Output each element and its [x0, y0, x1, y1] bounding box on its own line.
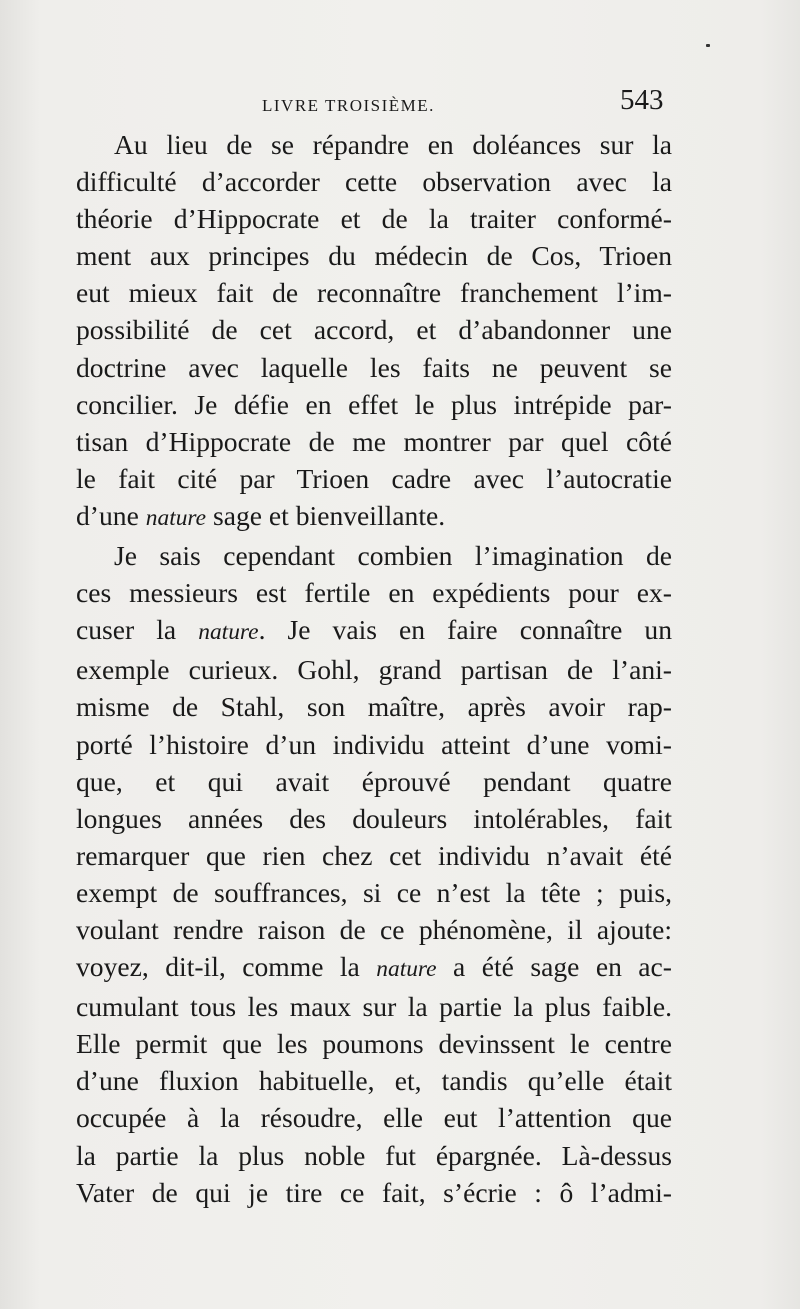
text-line — [76, 911, 672, 948]
text-line-content: cumulant tous les maux sur la partie la plus faible. — [76, 991, 672, 1023]
ink-speck — [706, 44, 710, 47]
text-line — [76, 1137, 672, 1174]
text-line-content: le fait cité par Trioen cadre avec l’autocratie — [76, 462, 672, 494]
page-header — [0, 84, 800, 124]
text-line — [76, 126, 672, 163]
text-line — [76, 948, 672, 988]
text-line — [76, 1099, 672, 1136]
text-line-content: théorie d’Hippocrate et de la traiter conformé- — [76, 203, 672, 235]
text-line — [76, 1174, 672, 1211]
text-line-content: Je sais cependant combien l’imagination de — [114, 540, 672, 572]
text-line-content: exempt de souffrances, si ce n’est la tête ; puis, — [76, 876, 672, 908]
text-line-content: possibilité de cet accord, et d’abandonner une — [76, 314, 672, 346]
text-line-content: doctrine avec laquelle les faits ne peuvent se — [76, 351, 672, 383]
text-line-content: ment aux principes du médecin de Cos, Trioen — [76, 240, 672, 272]
text-line-content: occupée à la résoudre, elle eut l’attention que — [76, 1102, 672, 1134]
text-line-content: misme de Stahl, son maître, après avoir rap- — [76, 691, 672, 723]
text-line-content: . Je vais en faire connaître un — [258, 614, 672, 646]
text-line — [76, 1062, 672, 1099]
text-line-content: porté l’histoire d’un individu atteint d’une vomi- — [76, 728, 672, 760]
italic-word: nature — [198, 619, 259, 646]
text-line-content: que, et qui avait éprouvé pendant quatre — [76, 765, 672, 797]
text-line — [76, 611, 672, 651]
text-line-content: d’une — [76, 499, 146, 531]
running-head: LIVRE TROISIÈME. — [262, 96, 435, 115]
text-line-content: Vater de qui je tire ce fait, s’écrie : ô l’admi- — [76, 1176, 672, 1208]
text-line — [76, 349, 672, 386]
text-line-content: concilier. Je défie en effet le plus intrépide par- — [76, 388, 672, 420]
text-line-content: remarquer que rien chez cet individu n’avait été — [76, 839, 672, 871]
text-line — [76, 460, 672, 497]
text-line — [76, 988, 672, 1025]
text-line — [76, 163, 672, 200]
text-line-content: voulant rendre raison de ce phénomène, il ajoute: — [76, 913, 672, 945]
text-line-content: cuser la — [76, 614, 199, 646]
text-line — [76, 311, 672, 348]
italic-word: nature — [145, 504, 207, 531]
text-line-content: longues années des douleurs intolérables, fait — [76, 802, 672, 834]
text-line — [76, 1025, 672, 1062]
text-line-content: Elle permit que les poumons devinssent le centre — [76, 1028, 672, 1060]
page-number: 543 — [620, 84, 664, 116]
text-line-content: tisan d’Hippocrate de me montrer par quel côté — [76, 425, 672, 457]
text-line — [76, 386, 672, 423]
text-line-content: difficulté d’accorder cette observation avec la — [76, 166, 672, 198]
text-line — [76, 574, 672, 611]
text-line-content: ces messieurs est fertile en expédients pour ex- — [76, 577, 672, 609]
text-line-content: eut mieux fait de reconnaître franchement l’im- — [76, 277, 672, 309]
text-line — [76, 688, 672, 725]
text-line — [76, 763, 672, 800]
text-line-content: a été sage en ac- — [436, 951, 672, 983]
text-line-content: voyez, dit-il, comme la — [76, 951, 377, 983]
text-line — [76, 874, 672, 911]
text-line — [76, 200, 672, 237]
text-line — [76, 537, 672, 574]
text-line — [76, 726, 672, 763]
text-line-content: exemple curieux. Gohl, grand partisan de l’ani- — [76, 654, 672, 686]
text-line — [76, 497, 672, 537]
text-line-content: sage et bienveillante. — [206, 499, 446, 531]
text-line-content: la partie la plus noble fut épargnée. Là-dessus — [76, 1139, 672, 1171]
text-line — [76, 651, 672, 688]
text-line — [76, 800, 672, 837]
text-line — [76, 423, 672, 460]
text-line-content: d’une fluxion habituelle, et, tandis qu’elle était — [76, 1065, 672, 1097]
text-line — [76, 237, 672, 274]
italic-word: nature — [376, 956, 437, 983]
text-line — [76, 274, 672, 311]
text-line-content: Au lieu de se répandre en doléances sur la — [114, 129, 672, 160]
text-line — [76, 837, 672, 874]
body-text — [76, 126, 672, 1211]
